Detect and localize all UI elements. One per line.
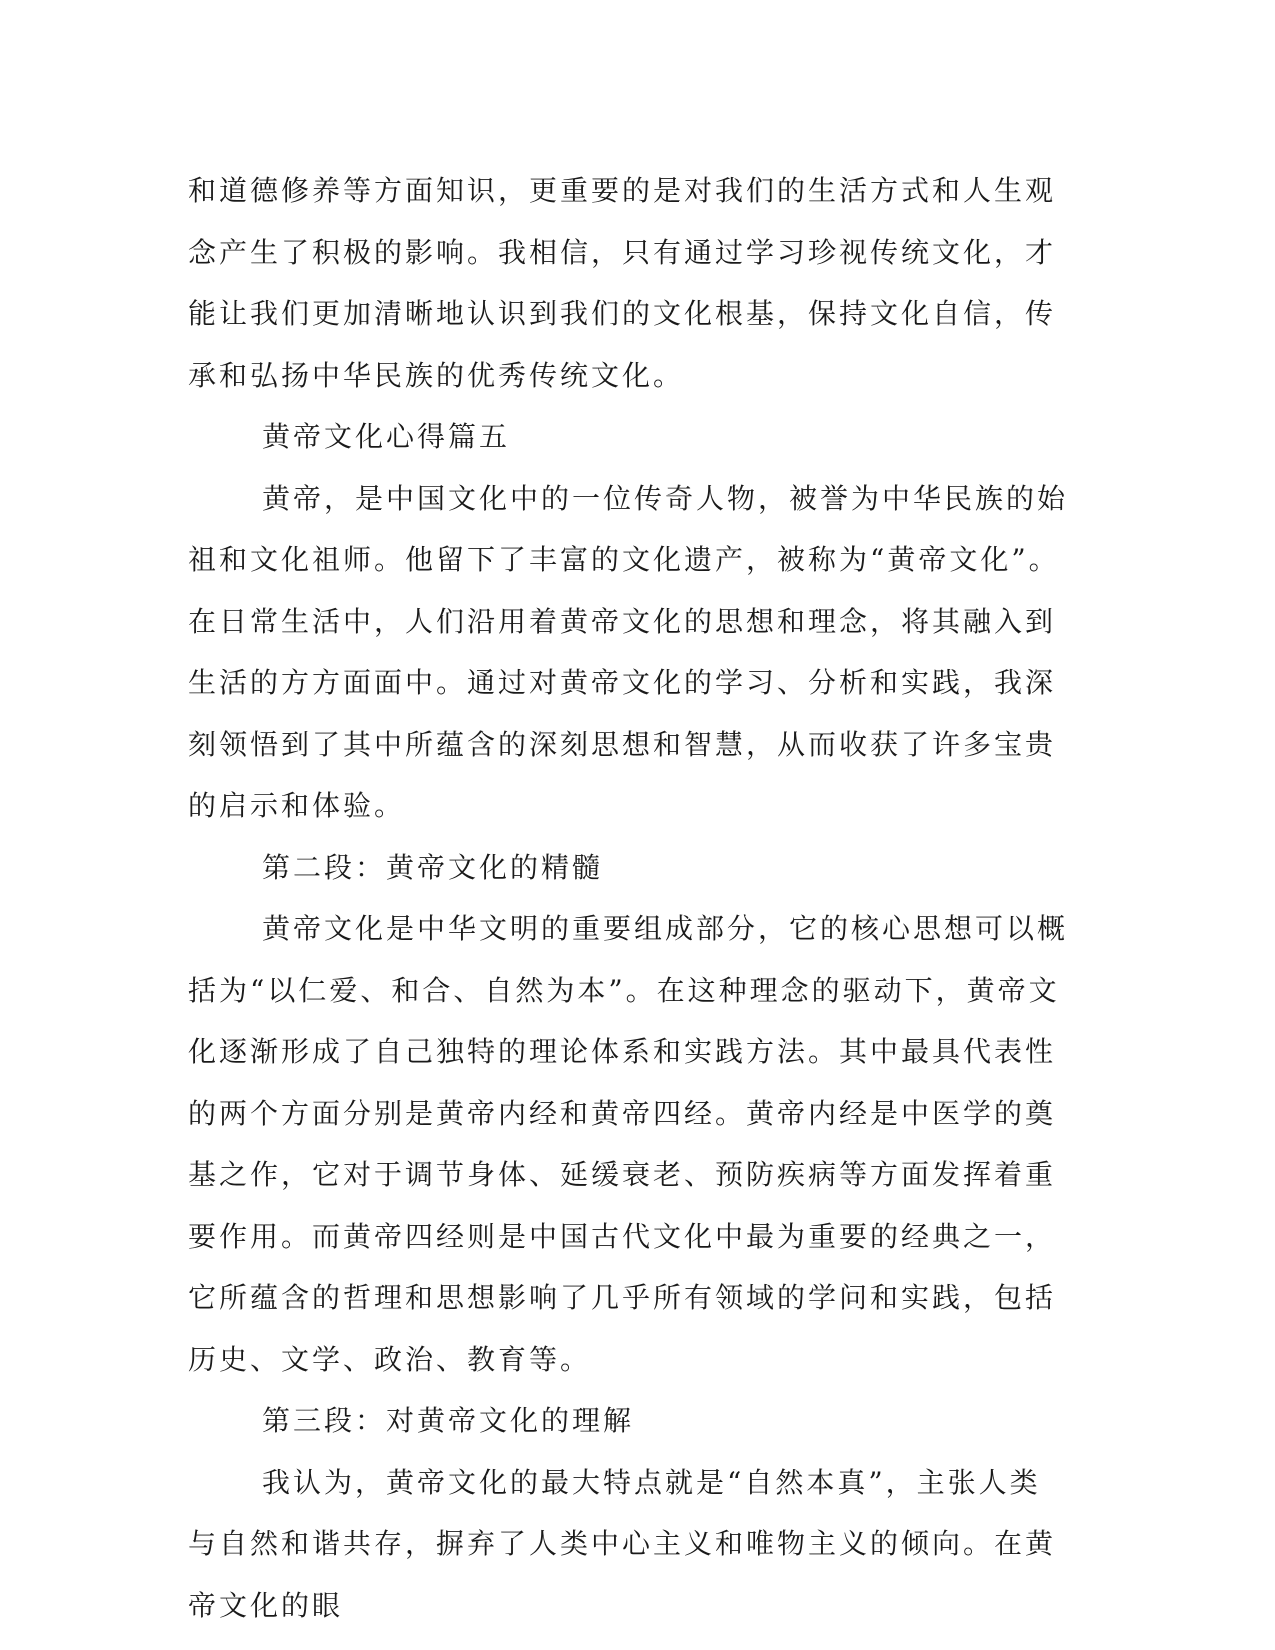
paragraph-continuation: 和道德修养等方面知识，更重要的是对我们的生活方式和人生观念产生了积极的影响。我相信，只有通过学习珍视传统文化，才能让我们更加清晰地认识到我们的文化根基，保持文化自信，传承和弘扬中华民族的优秀传统文化。 xyxy=(188,174,1057,392)
paragraph-intro: 黄帝，是中国文化中的一位传奇人物，被誉为中华民族的始祖和文化祖师。他留下了丰富的文化遗产，被称为“黄帝文化”。在日常生活中，人们沿用着黄帝文化的思想和理念，将其融入到生活的方方面面中。通过对黄帝文化的学习、分析和实践，我深刻领悟到了其中所蕴含的深刻思想和智慧，从而收获了许多宝贵的启示和体验。 xyxy=(188,481,1069,822)
section-heading-understanding: 第三段：对黄帝文化的理解 xyxy=(262,1404,635,1437)
paragraph-essence: 黄帝文化是中华文明的重要组成部分，它的核心思想可以概括为“以仁爱、和合、自然为本”。在这种理念的驱动下，黄帝文化逐渐形成了自己独特的理论体系和实践方法。其中最具代表性的两个方面分别是黄帝内经和黄帝四经。黄帝内经是中医学的奠基之作，它对于调节身体、延缓衰老、预防疾病等方面发挥着重要作用。而黄帝四经则是中国古代文化中最为重要的经典之一，它所蕴含的哲理和思想影响了几乎所有领域的学问和实践，包括历史、文学、政治、教育等。 xyxy=(188,912,1069,1376)
section-heading-essence: 第二段：黄帝文化的精髓 xyxy=(262,850,604,884)
section-heading-part-five: 黄帝文化心得篇五 xyxy=(262,420,511,453)
paragraph-understanding: 我认为，黄帝文化的最大特点就是“自然本真”，主张人类与自然和谐共存，摒弃了人类中心主义和唯物主义的倾向。在黄帝文化的眼 xyxy=(188,1465,1057,1622)
document-body xyxy=(188,160,1070,1636)
